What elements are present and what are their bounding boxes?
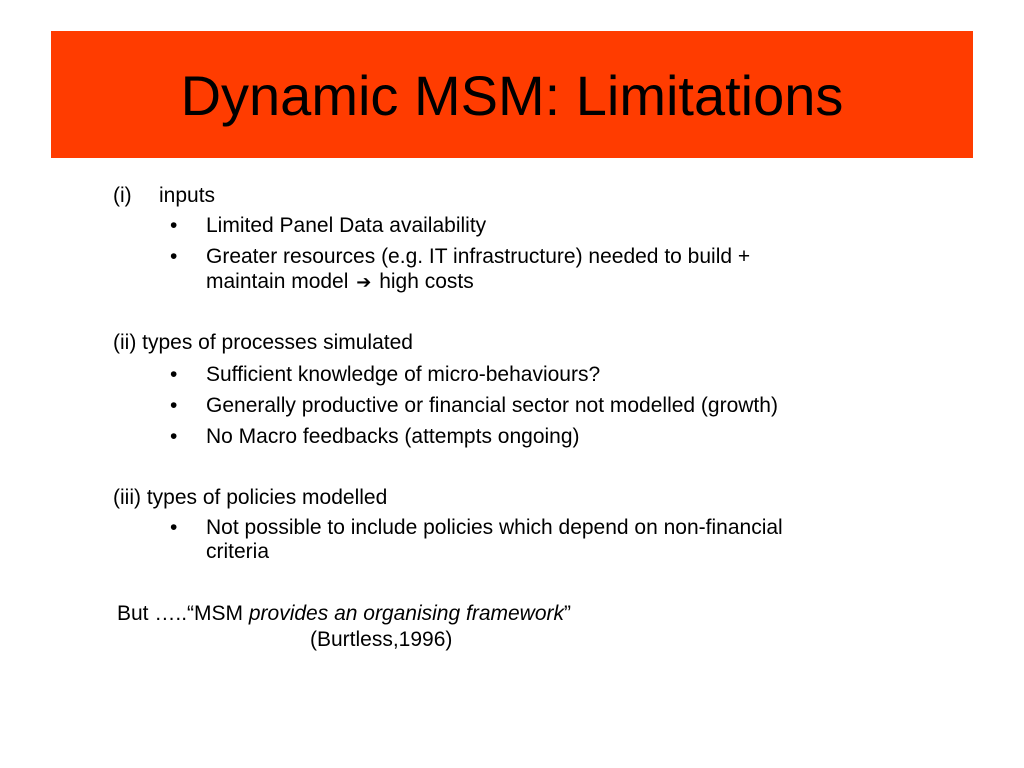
section-heading: (iii) types of policies modelled [113,486,388,509]
bullet-text: Sufficient knowledge of micro-behaviours? [206,363,601,386]
quote-citation: (Burtless,1996) [310,628,453,651]
slide-title: Dynamic MSM: Limitations [180,63,844,127]
bullet-marker: • [170,394,178,417]
bullet-text-before-arrow: maintain model [206,270,349,293]
section-heading: inputs [159,184,216,207]
bullet-text-after-arrow: high costs [379,270,474,293]
bullet-marker: • [170,214,178,237]
bullet-marker: • [170,245,178,268]
section-heading: (ii) types of processes simulated [113,331,413,354]
section-number: (i) [113,184,132,207]
quote-line [117,601,571,626]
bullet-text: Generally productive or financial sector not modelled (growth) [206,394,778,417]
bullet-marker: • [170,425,178,448]
bullet-marker: • [170,363,178,386]
bullet-text-continuation [206,269,474,295]
quote-lead: But …..“MSM [117,602,249,625]
quote-close: ” [564,602,572,625]
bullet-text: Greater resources (e.g. IT infrastructure) needed to build + [206,245,751,268]
quote-emphasis: provides an organising framework [248,602,565,625]
right-arrow-icon: ➔ [356,272,372,293]
bullet-text: Not possible to include policies which depend on non-financial [206,516,783,539]
bullet-text: No Macro feedbacks (attempts ongoing) [206,425,580,448]
bullet-text: Limited Panel Data availability [206,214,487,237]
bullet-marker: • [170,516,178,539]
bullet-text-continuation: criteria [206,540,270,563]
